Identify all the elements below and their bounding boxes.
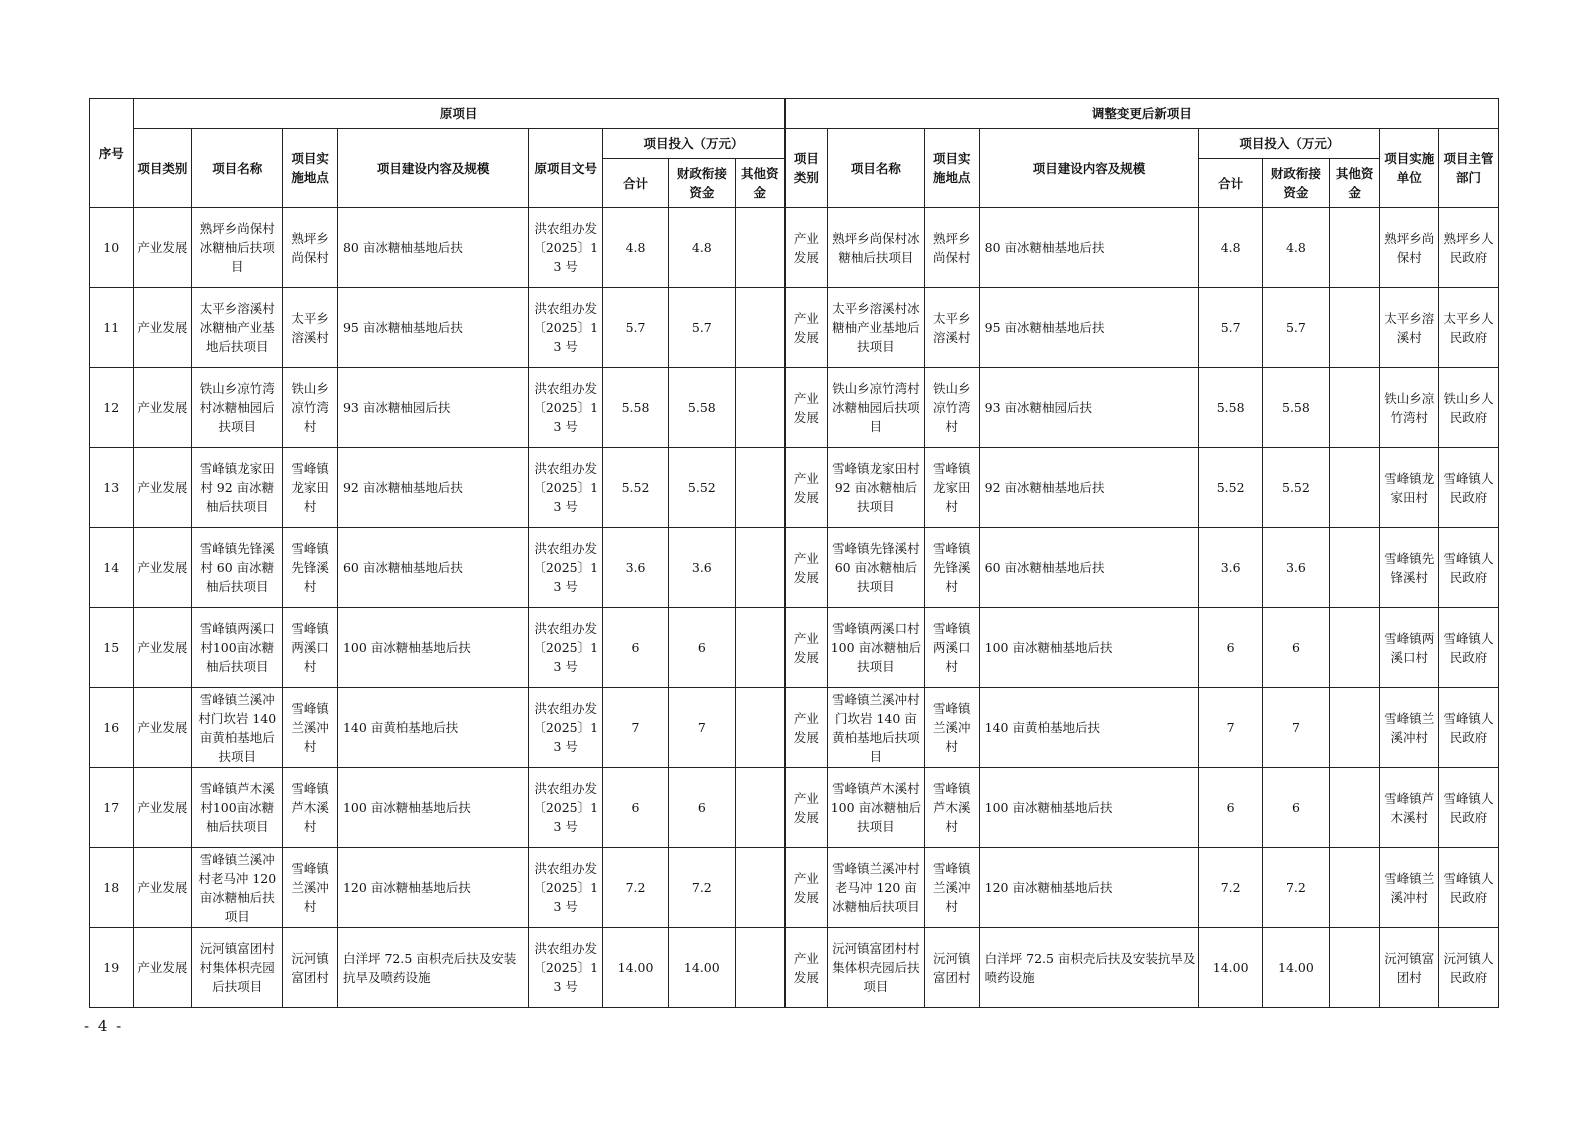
new-fiscal-cell: 7 <box>1263 688 1330 768</box>
new-fiscal-cell: 3.6 <box>1263 528 1330 608</box>
new-total-cell: 7.2 <box>1199 848 1263 928</box>
name-cell: 铁山乡凉竹湾村冰糖柚园后扶项目 <box>192 368 283 448</box>
header-doc-no: 原项目文号 <box>529 129 603 208</box>
project-adjustment-table <box>89 98 1499 1008</box>
seq-cell: 19 <box>90 928 134 1008</box>
new-other-cell <box>1329 368 1380 448</box>
other-cell <box>735 208 785 288</box>
dept-cell: 雪峰镇人民政府 <box>1439 848 1499 928</box>
fiscal-cell: 6 <box>668 608 735 688</box>
new-total-cell: 6 <box>1199 768 1263 848</box>
other-cell <box>735 608 785 688</box>
new-location-cell: 雪峰镇两溪口村 <box>924 608 979 688</box>
header-investment: 项目投入（万元） <box>603 129 785 159</box>
new-name-cell: 熟坪乡尚保村冰糖柚后扶项目 <box>827 208 924 288</box>
category-cell: 产业发展 <box>133 848 192 928</box>
dept-cell: 雪峰镇人民政府 <box>1439 688 1499 768</box>
page-number: - 4 - <box>84 1017 124 1035</box>
total-cell: 5.52 <box>603 448 669 528</box>
header-fiscal: 财政衔接资金 <box>668 159 735 208</box>
seq-cell: 12 <box>90 368 134 448</box>
category-cell: 产业发展 <box>133 688 192 768</box>
table-row <box>90 208 1499 288</box>
fiscal-cell: 4.8 <box>668 208 735 288</box>
new-total-cell: 3.6 <box>1199 528 1263 608</box>
new-other-cell <box>1329 848 1380 928</box>
new-content-cell: 93 亩冰糖柚园后扶 <box>979 368 1199 448</box>
seq-cell: 17 <box>90 768 134 848</box>
new-location-cell: 雪峰镇先锋溪村 <box>924 528 979 608</box>
category-cell: 产业发展 <box>133 208 192 288</box>
new-total-cell: 7 <box>1199 688 1263 768</box>
new-category-cell: 产业发展 <box>785 368 828 448</box>
other-cell <box>735 688 785 768</box>
content-cell: 95 亩冰糖柚基地后扶 <box>337 288 528 368</box>
other-cell <box>735 448 785 528</box>
fiscal-cell: 5.7 <box>668 288 735 368</box>
new-name-cell: 雪峰镇芦木溪村 100 亩冰糖柚后扶项目 <box>827 768 924 848</box>
new-content-cell: 120 亩冰糖柚基地后扶 <box>979 848 1199 928</box>
new-content-cell: 92 亩冰糖柚基地后扶 <box>979 448 1199 528</box>
seq-cell: 18 <box>90 848 134 928</box>
new-total-cell: 5.52 <box>1199 448 1263 528</box>
new-content-cell: 100 亩冰糖柚基地后扶 <box>979 768 1199 848</box>
header-total: 合计 <box>603 159 669 208</box>
total-cell: 14.00 <box>603 928 669 1008</box>
new-category-cell: 产业发展 <box>785 208 828 288</box>
new-location-cell: 太平乡溶溪村 <box>924 288 979 368</box>
header-category: 项目类别 <box>133 129 192 208</box>
new-content-cell: 140 亩黄柏基地后扶 <box>979 688 1199 768</box>
location-cell: 雪峰镇芦木溪村 <box>283 768 338 848</box>
location-cell: 雪峰镇两溪口村 <box>283 608 338 688</box>
category-cell: 产业发展 <box>133 288 192 368</box>
location-cell: 雪峰镇兰溪冲村 <box>283 848 338 928</box>
fiscal-cell: 3.6 <box>668 528 735 608</box>
impl-unit-cell: 太平乡溶溪村 <box>1380 288 1439 368</box>
table-row <box>90 288 1499 368</box>
new-category-cell: 产业发展 <box>785 688 828 768</box>
fiscal-cell: 6 <box>668 768 735 848</box>
new-total-cell: 6 <box>1199 608 1263 688</box>
name-cell: 雪峰镇芦木溪村100亩冰糖柚后扶项目 <box>192 768 283 848</box>
new-fiscal-cell: 5.52 <box>1263 448 1330 528</box>
content-cell: 92 亩冰糖柚基地后扶 <box>337 448 528 528</box>
header-new-investment: 项目投入（万元） <box>1199 129 1380 159</box>
new-other-cell <box>1329 448 1380 528</box>
content-cell: 80 亩冰糖柚基地后扶 <box>337 208 528 288</box>
location-cell: 铁山乡凉竹湾村 <box>283 368 338 448</box>
new-location-cell: 雪峰镇芦木溪村 <box>924 768 979 848</box>
total-cell: 5.58 <box>603 368 669 448</box>
impl-unit-cell: 雪峰镇两溪口村 <box>1380 608 1439 688</box>
doc-no-cell: 洪农组办发〔2025〕13 号 <box>529 928 603 1008</box>
new-name-cell: 雪峰镇兰溪冲村门坎岩 140 亩黄柏基地后扶项目 <box>827 688 924 768</box>
location-cell: 太平乡溶溪村 <box>283 288 338 368</box>
name-cell: 雪峰镇两溪口村100亩冰糖柚后扶项目 <box>192 608 283 688</box>
table-row <box>90 768 1499 848</box>
doc-no-cell: 洪农组办发〔2025〕13 号 <box>529 848 603 928</box>
doc-no-cell: 洪农组办发〔2025〕13 号 <box>529 368 603 448</box>
content-cell: 100 亩冰糖柚基地后扶 <box>337 768 528 848</box>
fiscal-cell: 5.58 <box>668 368 735 448</box>
fiscal-cell: 7.2 <box>668 848 735 928</box>
new-content-cell: 95 亩冰糖柚基地后扶 <box>979 288 1199 368</box>
other-cell <box>735 928 785 1008</box>
new-location-cell: 熟坪乡尚保村 <box>924 208 979 288</box>
new-total-cell: 4.8 <box>1199 208 1263 288</box>
new-fiscal-cell: 6 <box>1263 608 1330 688</box>
table-row <box>90 448 1499 528</box>
total-cell: 5.7 <box>603 288 669 368</box>
table-row <box>90 688 1499 768</box>
new-name-cell: 雪峰镇兰溪冲村老马冲 120 亩冰糖柚后扶项目 <box>827 848 924 928</box>
new-content-cell: 60 亩冰糖柚基地后扶 <box>979 528 1199 608</box>
seq-cell: 11 <box>90 288 134 368</box>
seq-cell: 14 <box>90 528 134 608</box>
impl-unit-cell: 沅河镇富团村 <box>1380 928 1439 1008</box>
header-new-group: 调整变更后新项目 <box>785 99 1499 129</box>
new-location-cell: 雪峰镇兰溪冲村 <box>924 848 979 928</box>
doc-no-cell: 洪农组办发〔2025〕13 号 <box>529 288 603 368</box>
header-other: 其他资金 <box>735 159 785 208</box>
location-cell: 雪峰镇兰溪冲村 <box>283 688 338 768</box>
new-category-cell: 产业发展 <box>785 288 828 368</box>
header-original-group: 原项目 <box>133 99 785 129</box>
new-location-cell: 铁山乡凉竹湾村 <box>924 368 979 448</box>
name-cell: 太平乡溶溪村冰糖柚产业基地后扶项目 <box>192 288 283 368</box>
category-cell: 产业发展 <box>133 768 192 848</box>
impl-unit-cell: 雪峰镇芦木溪村 <box>1380 768 1439 848</box>
name-cell: 雪峰镇龙家田村 92 亩冰糖柚后扶项目 <box>192 448 283 528</box>
new-fiscal-cell: 7.2 <box>1263 848 1330 928</box>
new-fiscal-cell: 4.8 <box>1263 208 1330 288</box>
other-cell <box>735 288 785 368</box>
other-cell <box>735 848 785 928</box>
table-row <box>90 368 1499 448</box>
name-cell: 雪峰镇先锋溪村 60 亩冰糖柚后扶项目 <box>192 528 283 608</box>
header-new-category: 项目类别 <box>785 129 828 208</box>
other-cell <box>735 368 785 448</box>
doc-no-cell: 洪农组办发〔2025〕13 号 <box>529 208 603 288</box>
total-cell: 6 <box>603 608 669 688</box>
header-new-total: 合计 <box>1199 159 1263 208</box>
table-row <box>90 528 1499 608</box>
dept-cell: 雪峰镇人民政府 <box>1439 448 1499 528</box>
new-name-cell: 铁山乡凉竹湾村冰糖柚园后扶项目 <box>827 368 924 448</box>
new-content-cell: 白洋坪 72.5 亩枳壳后扶及安装抗旱及喷药设施 <box>979 928 1199 1008</box>
header-dept: 项目主管部门 <box>1439 129 1499 208</box>
header-new-content: 项目建设内容及规模 <box>979 129 1199 208</box>
new-other-cell <box>1329 208 1380 288</box>
doc-no-cell: 洪农组办发〔2025〕13 号 <box>529 448 603 528</box>
seq-cell: 15 <box>90 608 134 688</box>
new-other-cell <box>1329 768 1380 848</box>
dept-cell: 雪峰镇人民政府 <box>1439 768 1499 848</box>
seq-cell: 10 <box>90 208 134 288</box>
fiscal-cell: 5.52 <box>668 448 735 528</box>
new-content-cell: 80 亩冰糖柚基地后扶 <box>979 208 1199 288</box>
seq-cell: 13 <box>90 448 134 528</box>
new-location-cell: 雪峰镇龙家田村 <box>924 448 979 528</box>
header-seq: 序号 <box>90 99 134 208</box>
category-cell: 产业发展 <box>133 608 192 688</box>
impl-unit-cell: 铁山乡凉竹湾村 <box>1380 368 1439 448</box>
category-cell: 产业发展 <box>133 448 192 528</box>
new-category-cell: 产业发展 <box>785 848 828 928</box>
table-row <box>90 848 1499 928</box>
new-name-cell: 沅河镇富团村村集体枳壳园后扶项目 <box>827 928 924 1008</box>
content-cell: 100 亩冰糖柚基地后扶 <box>337 608 528 688</box>
content-cell: 93 亩冰糖柚园后扶 <box>337 368 528 448</box>
fiscal-cell: 14.00 <box>668 928 735 1008</box>
new-other-cell <box>1329 608 1380 688</box>
doc-no-cell: 洪农组办发〔2025〕13 号 <box>529 768 603 848</box>
dept-cell: 沅河镇人民政府 <box>1439 928 1499 1008</box>
dept-cell: 雪峰镇人民政府 <box>1439 528 1499 608</box>
total-cell: 7 <box>603 688 669 768</box>
new-name-cell: 雪峰镇两溪口村 100 亩冰糖柚后扶项目 <box>827 608 924 688</box>
impl-unit-cell: 熟坪乡尚保村 <box>1380 208 1439 288</box>
new-content-cell: 100 亩冰糖柚基地后扶 <box>979 608 1199 688</box>
name-cell: 雪峰镇兰溪冲村老马冲 120 亩冰糖柚后扶项目 <box>192 848 283 928</box>
new-fiscal-cell: 14.00 <box>1263 928 1330 1008</box>
new-fiscal-cell: 5.58 <box>1263 368 1330 448</box>
location-cell: 沅河镇富团村 <box>283 928 338 1008</box>
new-category-cell: 产业发展 <box>785 608 828 688</box>
category-cell: 产业发展 <box>133 368 192 448</box>
category-cell: 产业发展 <box>133 928 192 1008</box>
new-total-cell: 5.7 <box>1199 288 1263 368</box>
new-location-cell: 雪峰镇兰溪冲村 <box>924 688 979 768</box>
new-category-cell: 产业发展 <box>785 768 828 848</box>
new-other-cell <box>1329 688 1380 768</box>
header-name: 项目名称 <box>192 129 283 208</box>
new-name-cell: 太平乡溶溪村冰糖柚产业基地后扶项目 <box>827 288 924 368</box>
total-cell: 6 <box>603 768 669 848</box>
header-content: 项目建设内容及规模 <box>337 129 528 208</box>
new-fiscal-cell: 5.7 <box>1263 288 1330 368</box>
other-cell <box>735 528 785 608</box>
name-cell: 熟坪乡尚保村冰糖柚后扶项目 <box>192 208 283 288</box>
total-cell: 4.8 <box>603 208 669 288</box>
header-location: 项目实施地点 <box>283 129 338 208</box>
total-cell: 7.2 <box>603 848 669 928</box>
new-location-cell: 沅河镇富团村 <box>924 928 979 1008</box>
new-name-cell: 雪峰镇龙家田村 92 亩冰糖柚后扶项目 <box>827 448 924 528</box>
dept-cell: 熟坪乡人民政府 <box>1439 208 1499 288</box>
dept-cell: 铁山乡人民政府 <box>1439 368 1499 448</box>
location-cell: 熟坪乡尚保村 <box>283 208 338 288</box>
new-category-cell: 产业发展 <box>785 448 828 528</box>
new-category-cell: 产业发展 <box>785 928 828 1008</box>
header-new-name: 项目名称 <box>827 129 924 208</box>
content-cell: 140 亩黄柏基地后扶 <box>337 688 528 768</box>
header-new-location: 项目实施地点 <box>924 129 979 208</box>
doc-no-cell: 洪农组办发〔2025〕13 号 <box>529 528 603 608</box>
other-cell <box>735 768 785 848</box>
new-name-cell: 雪峰镇先锋溪村 60 亩冰糖柚后扶项目 <box>827 528 924 608</box>
content-cell: 60 亩冰糖柚基地后扶 <box>337 528 528 608</box>
doc-no-cell: 洪农组办发〔2025〕13 号 <box>529 688 603 768</box>
new-total-cell: 5.58 <box>1199 368 1263 448</box>
new-other-cell <box>1329 288 1380 368</box>
new-other-cell <box>1329 928 1380 1008</box>
name-cell: 沅河镇富团村村集体枳壳园后扶项目 <box>192 928 283 1008</box>
dept-cell: 雪峰镇人民政府 <box>1439 608 1499 688</box>
fiscal-cell: 7 <box>668 688 735 768</box>
dept-cell: 太平乡人民政府 <box>1439 288 1499 368</box>
impl-unit-cell: 雪峰镇兰溪冲村 <box>1380 688 1439 768</box>
category-cell: 产业发展 <box>133 528 192 608</box>
new-category-cell: 产业发展 <box>785 528 828 608</box>
total-cell: 3.6 <box>603 528 669 608</box>
content-cell: 120 亩冰糖柚基地后扶 <box>337 848 528 928</box>
new-fiscal-cell: 6 <box>1263 768 1330 848</box>
new-other-cell <box>1329 528 1380 608</box>
seq-cell: 16 <box>90 688 134 768</box>
impl-unit-cell: 雪峰镇先锋溪村 <box>1380 528 1439 608</box>
name-cell: 雪峰镇兰溪冲村门坎岩 140 亩黄柏基地后扶项目 <box>192 688 283 768</box>
location-cell: 雪峰镇龙家田村 <box>283 448 338 528</box>
header-new-fiscal: 财政衔接资金 <box>1263 159 1330 208</box>
header-impl-unit: 项目实施单位 <box>1380 129 1439 208</box>
content-cell: 白洋坪 72.5 亩枳壳后扶及安装抗旱及喷药设施 <box>337 928 528 1008</box>
location-cell: 雪峰镇先锋溪村 <box>283 528 338 608</box>
impl-unit-cell: 雪峰镇龙家田村 <box>1380 448 1439 528</box>
new-total-cell: 14.00 <box>1199 928 1263 1008</box>
table-row <box>90 928 1499 1008</box>
table-row <box>90 608 1499 688</box>
doc-no-cell: 洪农组办发〔2025〕13 号 <box>529 608 603 688</box>
impl-unit-cell: 雪峰镇兰溪冲村 <box>1380 848 1439 928</box>
header-new-other: 其他资金 <box>1329 159 1380 208</box>
